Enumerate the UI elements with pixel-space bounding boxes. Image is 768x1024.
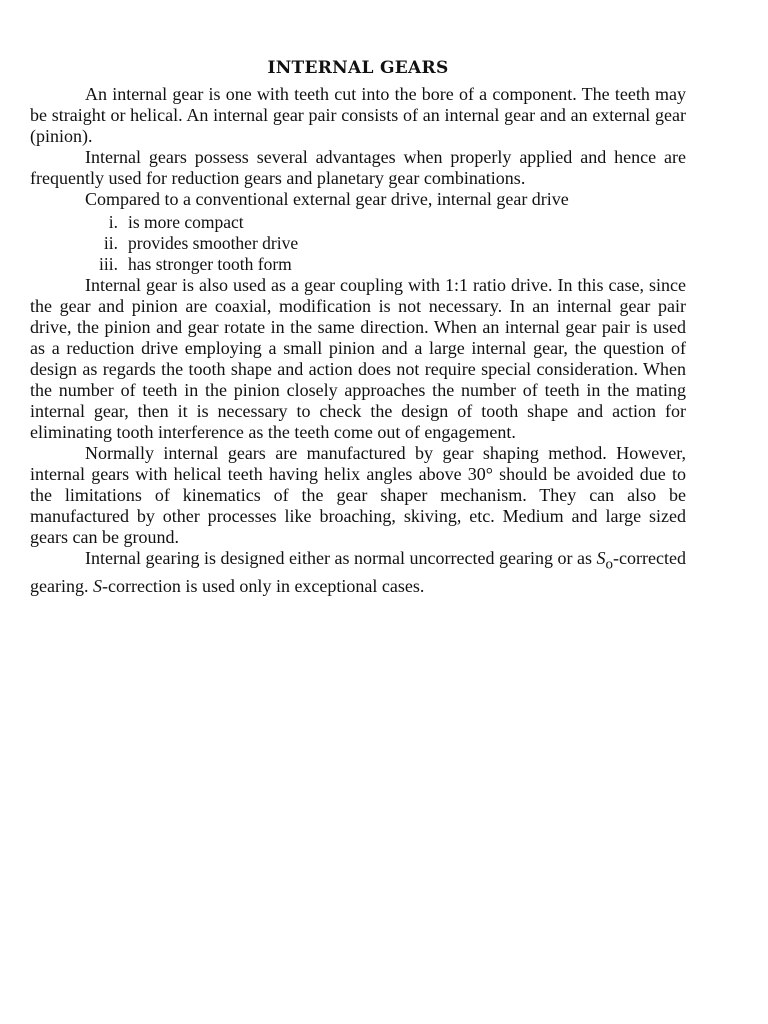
paragraph-coupling: Internal gear is also used as a gear coupling with 1:1 ratio drive. In this case, since the gear and pinion are coaxial, modification is not necessary. In an internal gear pair drive, the pinion and gear rotate in the same direction. When an internal gear pair is used as a reduction drive employing a small pinion and a large internal gear, the question of design as regards the tooth shape and action does not require special consideration. When the number of teeth in the pinion closely approaches the number of teeth in the mating internal gear, then it is necessary to check the design of tooth shape and action for eliminating tooth interference as the teeth come out of engagement. bbox=[30, 275, 686, 442]
correction-symbol: S bbox=[596, 548, 606, 568]
paragraph-advantages: Internal gears possess several advantages when properly applied and hence are frequently used for reduction gears and planetary gear combinations. bbox=[30, 147, 686, 188]
paragraph-correction bbox=[30, 548, 686, 597]
paragraph-comparison: Compared to a conventional external gear drive, internal gear drive bbox=[85, 189, 569, 209]
list-item-number: ii. bbox=[103, 233, 118, 253]
correction-text-c: -correction is used only in exceptional cases. bbox=[101, 575, 425, 596]
list-item bbox=[30, 233, 686, 254]
list-item-number: i. bbox=[108, 212, 118, 232]
list-item bbox=[30, 212, 686, 233]
document-page bbox=[30, 58, 686, 597]
paragraph-definition: An internal gear is one with teeth cut into the bore of a component. The teeth may be straight or helical. An internal gear pair consists of an internal gear and an external gear (pinion). bbox=[30, 84, 686, 146]
correction-symbol-2: S bbox=[92, 575, 102, 596]
list-item-text: has stronger tooth form bbox=[128, 254, 292, 274]
paragraph-manufacturing: Normally internal gears are manufactured by gear shaping method. However, internal gears with helical teeth having helix angles above 30° should be avoided due to the limitations of kinematics of the gear shaper mechanism. They can also be manufactured by other processes like broaching, skiving, etc. Medium and large sized gears can be ground. bbox=[30, 443, 686, 547]
correction-text-b: -corrected gearing. bbox=[30, 548, 686, 596]
correction-subscript: o bbox=[605, 556, 614, 573]
section-title: INTERNAL GEARS bbox=[267, 58, 449, 78]
advantages-list bbox=[30, 212, 686, 275]
correction-text-a: Internal gearing is designed either as normal uncorrected gearing or as bbox=[85, 548, 597, 568]
list-item-number: iii. bbox=[99, 254, 118, 274]
list-item-text: provides smoother drive bbox=[128, 233, 299, 253]
list-item bbox=[30, 254, 686, 275]
list-item-text: is more compact bbox=[128, 212, 244, 232]
